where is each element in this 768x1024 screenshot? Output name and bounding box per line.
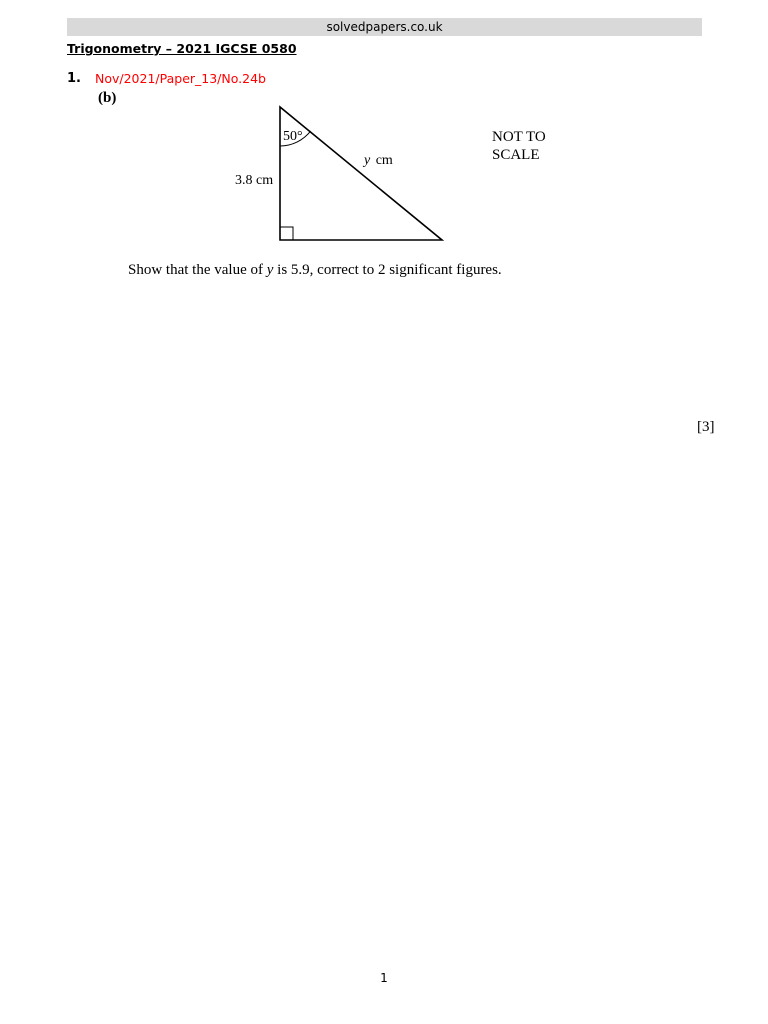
side-label: 3.8 cm bbox=[235, 173, 274, 188]
hypotenuse-unit: cm bbox=[375, 153, 393, 168]
hypotenuse-label bbox=[362, 153, 393, 168]
note-line-2: SCALE bbox=[492, 147, 540, 163]
marks-allocation: [3] bbox=[697, 419, 715, 435]
note-line-1: NOT TO bbox=[492, 129, 546, 145]
site-name: solvedpapers.co.uk bbox=[326, 20, 443, 34]
site-banner bbox=[67, 18, 702, 36]
not-to-scale-note bbox=[492, 128, 546, 164]
question-text-variable: y bbox=[266, 262, 274, 278]
question-text-end: is 5.9, correct to 2 significant figures. bbox=[273, 262, 502, 278]
question-text bbox=[128, 262, 502, 279]
hypotenuse-variable: y bbox=[364, 153, 371, 168]
page-title: Trigonometry – 2021 IGCSE 0580 bbox=[67, 41, 297, 56]
page-number: 1 bbox=[380, 971, 388, 985]
triangle-diagram bbox=[225, 100, 465, 250]
angle-label: 50° bbox=[283, 129, 303, 144]
right-angle-marker bbox=[280, 227, 293, 240]
part-label: (b) bbox=[98, 90, 117, 106]
question-text-start: Show that the value of bbox=[128, 262, 267, 278]
triangle-shape bbox=[280, 107, 442, 240]
question-number: 1. bbox=[67, 71, 81, 86]
question-reference: Nov/2021/Paper_13/No.24b bbox=[95, 71, 266, 86]
